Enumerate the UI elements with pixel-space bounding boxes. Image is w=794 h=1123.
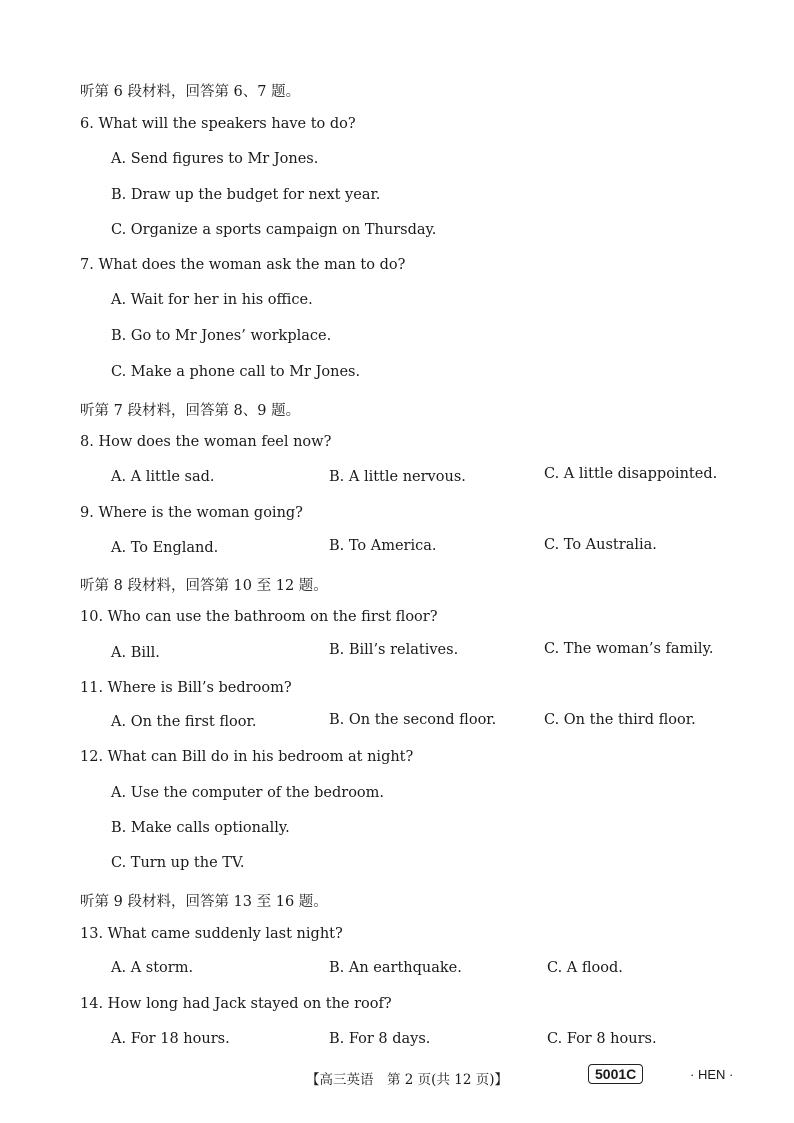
question-6-option-b: B. Draw up the budget for next year.	[111, 187, 381, 203]
question-13-option-c: C. A flood.	[547, 960, 623, 976]
region-tag: · HEN ·	[690, 1067, 734, 1082]
question-8-option-b: B. A little nervous.	[329, 469, 466, 485]
question-8-option-a: A. A little sad.	[111, 469, 215, 485]
section-heading-6: 听第 6 段材料，回答第 6、7 题。	[80, 84, 301, 100]
question-11-option-a: A. On the first floor.	[111, 714, 257, 730]
question-13-option-b: B. An earthquake.	[329, 960, 462, 976]
section-heading-8: 听第 8 段材料，回答第 10 至 12 题。	[80, 578, 328, 594]
question-10-option-a: A. Bill.	[111, 645, 160, 661]
question-14-option-a: A. For 18 hours.	[111, 1031, 230, 1047]
question-6-option-c: C. Organize a sports campaign on Thursday.	[111, 222, 437, 238]
section-heading-7: 听第 7 段材料，回答第 8、9 题。	[80, 403, 301, 419]
question-14-stem: 14. How long had Jack stayed on the roof?	[80, 996, 392, 1012]
page-footer-title: 【高三英语 第 2 页(共 12 页)】	[306, 1072, 508, 1088]
paper-code-badge: 5001C	[588, 1064, 643, 1084]
question-11-option-c: C. On the third floor.	[544, 712, 696, 728]
question-14-option-b: B. For 8 days.	[329, 1031, 431, 1047]
question-9-stem: 9. Where is the woman going?	[80, 505, 303, 521]
question-12-option-a: A. Use the computer of the bedroom.	[111, 785, 385, 801]
question-9-option-b: B. To America.	[329, 538, 437, 554]
question-7-stem: 7. What does the woman ask the man to do?	[80, 257, 406, 273]
question-9-option-a: A. To England.	[111, 540, 219, 556]
question-10-stem: 10. Who can use the bathroom on the first floor?	[80, 609, 438, 625]
question-12-option-c: C. Turn up the TV.	[111, 855, 245, 871]
question-11-option-b: B. On the second floor.	[329, 712, 497, 728]
question-7-option-c: C. Make a phone call to Mr Jones.	[111, 364, 361, 380]
question-6-stem: 6. What will the speakers have to do?	[80, 116, 356, 132]
question-7-option-b: B. Go to Mr Jones’ workplace.	[111, 328, 332, 344]
question-13-option-a: A. A storm.	[111, 960, 194, 976]
question-8-option-c: C. A little disappointed.	[544, 466, 718, 482]
question-13-stem: 13. What came suddenly last night?	[80, 926, 343, 942]
question-7-option-a: A. Wait for her in his office.	[111, 292, 313, 308]
question-8-stem: 8. How does the woman feel now?	[80, 434, 332, 450]
question-10-option-c: C. The woman’s family.	[544, 641, 714, 657]
question-6-option-a: A. Send figures to Mr Jones.	[111, 151, 319, 167]
question-11-stem: 11. Where is Bill’s bedroom?	[80, 680, 292, 696]
question-9-option-c: C. To Australia.	[544, 537, 657, 553]
section-heading-9: 听第 9 段材料，回答第 13 至 16 题。	[80, 894, 328, 910]
question-12-stem: 12. What can Bill do in his bedroom at night?	[80, 749, 414, 765]
question-12-option-b: B. Make calls optionally.	[111, 820, 290, 836]
question-14-option-c: C. For 8 hours.	[547, 1031, 657, 1047]
question-10-option-b: B. Bill’s relatives.	[329, 642, 459, 658]
